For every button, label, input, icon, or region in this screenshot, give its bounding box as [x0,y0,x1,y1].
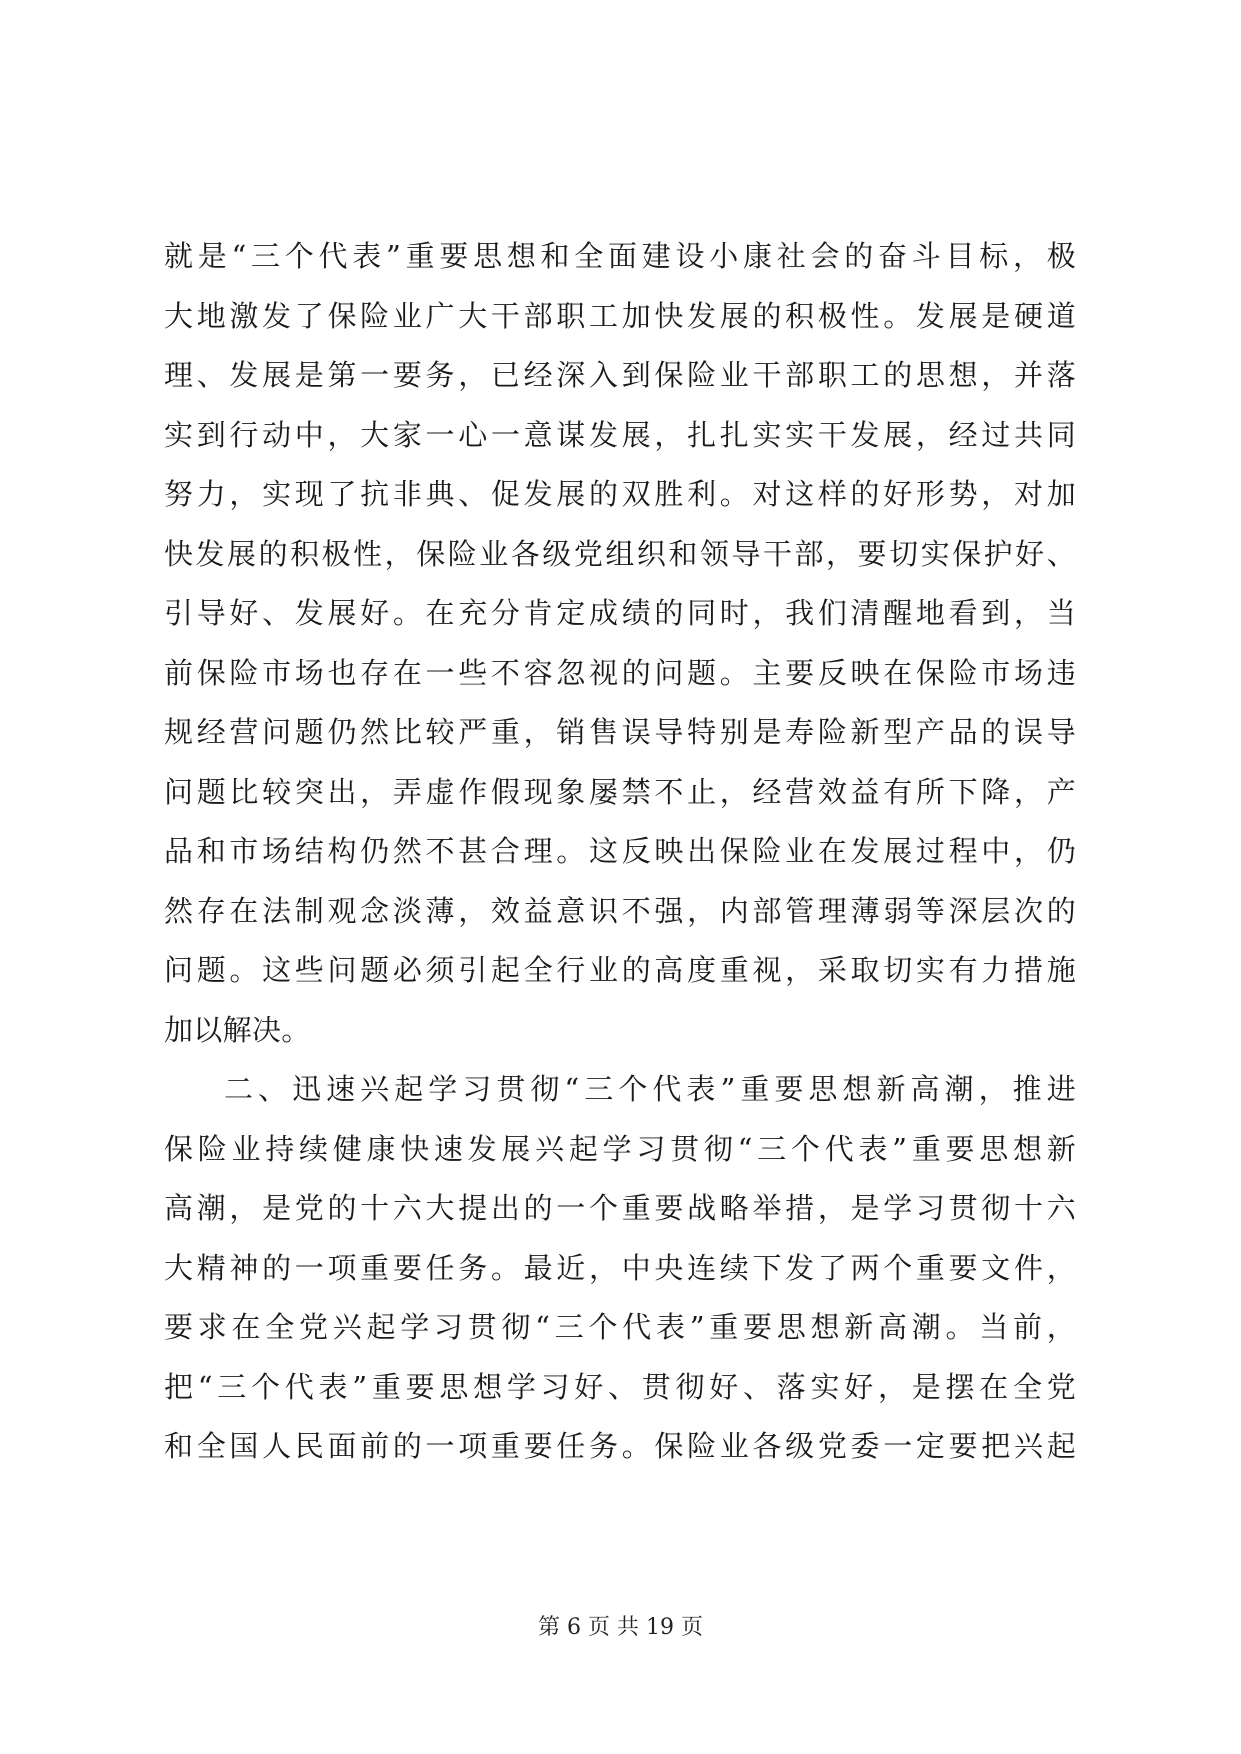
text-line: 品和市场结构仍然不甚合理。这反映出保险业在发展过程中，仍 [164,834,1076,868]
page-number: 第 6 页 共 19 页 [538,1615,703,1640]
text-line: 就是“三个代表”重要思想和全面建设小康社会的奋斗目标，极 [164,239,1076,273]
text-line: 大地激发了保险业广大干部职工加快发展的积极性。发展是硬道 [164,298,1076,333]
page-footer [0,1613,1241,1643]
text-line: 规经营问题仍然比较严重，销售误导特别是寿险新型产品的误导 [164,715,1076,749]
text-line: 实到行动中，大家一心一意谋发展，扎扎实实干发展，经过共同 [164,417,1076,452]
body-text [164,227,1076,1477]
text-line: 前保险市场也存在一些不容忽视的问题。主要反映在保险市场违 [164,655,1076,690]
text-line: 大精神的一项重要任务。最近，中央连续下发了两个重要文件， [164,1250,1076,1285]
text-line: 理、发展是第一要务，已经深入到保险业干部职工的思想，并落 [164,358,1076,392]
text-line: 把“三个代表”重要思想学习好、贯彻好、落实好，是摆在全党 [164,1369,1076,1404]
text-line: 快发展的积极性，保险业各级党组织和领导干部，要切实保护好、 [164,536,1076,571]
text-line: 和全国人民面前的一项重要任务。保险业各级党委一定要把兴起 [164,1429,1076,1463]
text-line: 保险业持续健康快速发展兴起学习贯彻“三个代表”重要思想新 [164,1131,1076,1166]
text-line: 问题。这些问题必须引起全行业的高度重视，采取切实有力措施 [164,953,1076,987]
text-line: 引导好、发展好。在充分肯定成绩的同时，我们清醒地看到，当 [164,596,1076,630]
text-line: 高潮，是党的十六大提出的一个重要战略举措，是学习贯彻十六 [164,1191,1076,1225]
text-line: 努力，实现了抗非典、促发展的双胜利。对这样的好形势，对加 [164,477,1076,511]
text-line: 然存在法制观念淡薄，效益意识不强，内部管理薄弱等深层次的 [164,893,1076,928]
paragraph-first-line: 二、迅速兴起学习贯彻“三个代表”重要思想新高潮，推进 [224,1072,1076,1106]
text-line: 问题比较突出，弄虚作假现象屡禁不止，经营效益有所下降，产 [164,774,1076,809]
text-line: 要求在全党兴起学习贯彻“三个代表”重要思想新高潮。当前， [164,1310,1076,1344]
text-line: 加以解决。 [164,1012,311,1047]
